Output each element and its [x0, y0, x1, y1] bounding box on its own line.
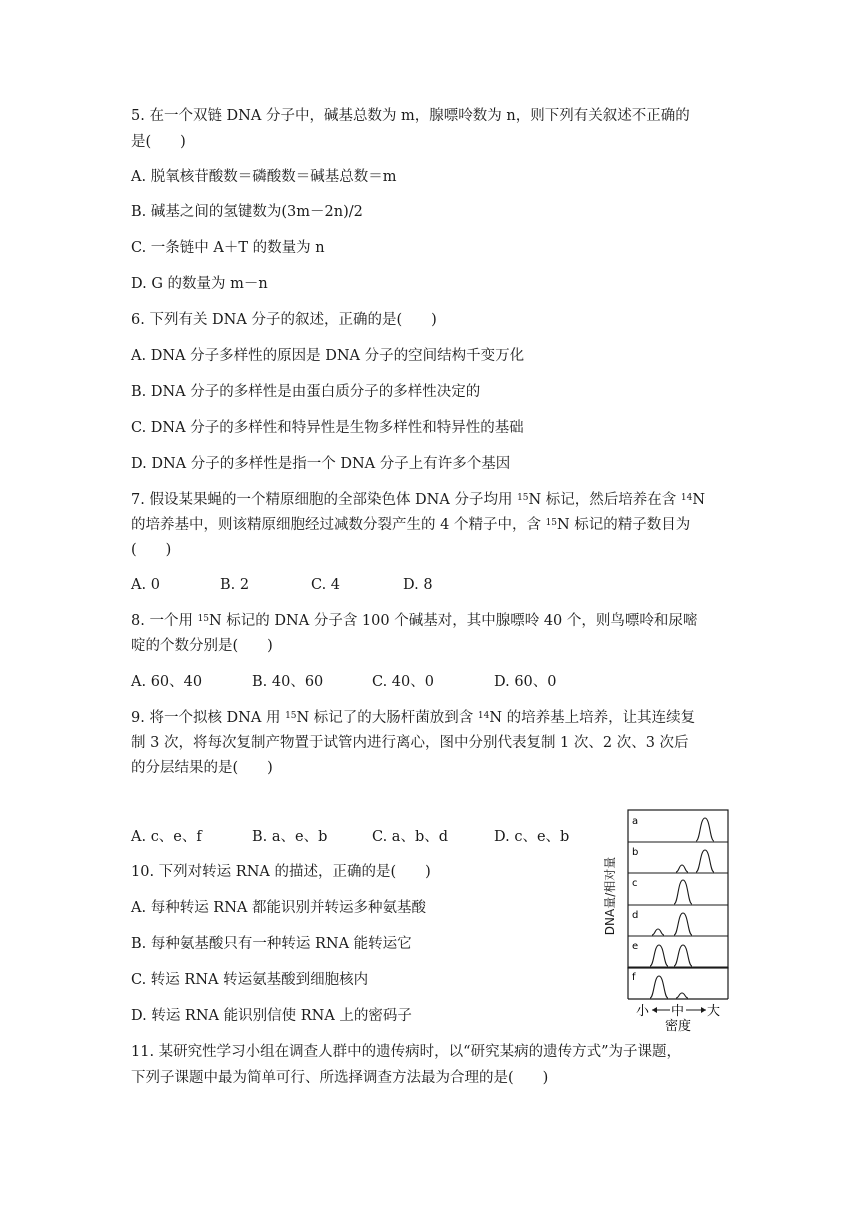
- q6-option-c: C. DNA 分子的多样性和特异性是生物多样性和特异性的基础: [131, 420, 524, 436]
- q10-stem: 10. 下列对转运 RNA 的描述，正确的是( ): [131, 864, 431, 880]
- panel-label-d: d: [632, 910, 639, 921]
- q5-option-a: A. 脱氧核苷酸数＝磷酸数＝碱基总数＝m: [131, 169, 397, 185]
- q5-stem-line2: 是( ): [131, 134, 186, 150]
- superscript-14: 14: [477, 711, 490, 721]
- panel-label-f: f: [632, 972, 636, 983]
- q7-stem-line2: [131, 515, 690, 535]
- axis-mid-label: 中: [671, 1004, 685, 1019]
- q7-option-a: A. 0: [131, 577, 160, 593]
- q9-text: N 的培养基上培养，让其连续复: [489, 710, 696, 726]
- q6-option-d: D. DNA 分子的多样性是指一个 DNA 分子上有许多个基因: [131, 456, 511, 472]
- q8-stem-line2: 啶的个数分别是( ): [131, 638, 273, 654]
- panel-label-b: b: [632, 847, 639, 858]
- superscript-15: 15: [197, 614, 210, 624]
- q7-option-d: D. 8: [403, 577, 433, 593]
- q9-option-a: A. c、e、f: [131, 829, 202, 845]
- q7-text: N: [692, 492, 706, 508]
- q9-stem-line1: [131, 708, 695, 728]
- q9-text: 9. 将一个拟核 DNA 用: [131, 710, 286, 726]
- q8-text: 8. 一个用: [131, 613, 198, 629]
- q7-text: N 标记，然后培养在含: [528, 492, 681, 508]
- q9-text: N 标记了的大肠杆菌放到含: [296, 710, 478, 726]
- panel-label-e: e: [632, 941, 639, 952]
- peak-b-mid: [676, 865, 688, 872]
- peak-b-heavy: [696, 850, 714, 872]
- q8-option-d: D. 60、0: [494, 674, 557, 690]
- axis-large-label: 大: [707, 1004, 721, 1019]
- q7-option-b: B. 2: [220, 577, 250, 593]
- q8-option-c: C. 40、0: [372, 674, 434, 690]
- density-diagram: [600, 808, 735, 1033]
- arrow-left-icon: [652, 1007, 657, 1013]
- q10-option-b: B. 每种氨基酸只有一种转运 RNA 能转运它: [131, 936, 412, 952]
- axis-small-label: 小: [636, 1004, 650, 1019]
- q9-option-c: C. a、b、d: [372, 829, 449, 845]
- panel-frame: [628, 810, 728, 968]
- q10-option-a: A. 每种转运 RNA 都能识别并转运多种氨基酸: [131, 900, 426, 916]
- q9-option-b: B. a、e、b: [252, 829, 328, 845]
- q7-stem-line3: ( ): [131, 542, 172, 558]
- peak-e-light: [650, 945, 668, 966]
- q7-option-c: C. 4: [311, 577, 341, 593]
- q9-option-d: D. c、e、b: [494, 829, 570, 845]
- q5-option-c: C. 一条链中 A＋T 的数量为 n: [131, 240, 325, 256]
- peak-e-mid: [674, 945, 692, 966]
- peak-f-mid: [676, 993, 688, 998]
- peak-c-mid: [674, 880, 692, 904]
- y-axis-label: DNA量/相对量: [603, 856, 617, 936]
- q8-option-b: B. 40、60: [252, 674, 324, 690]
- superscript-14: 14: [680, 493, 693, 503]
- q10-option-c: C. 转运 RNA 转运氨基酸到细胞核内: [131, 972, 369, 988]
- q7-text: 的培养基中，则该精原细胞经过减数分裂产生的 4 个精子中，含: [131, 517, 546, 533]
- q9-stem-line2: 制 3 次，将每次复制产物置于试管内进行离心，图中分别代表复制 1 次、2 次、3 次后: [131, 735, 689, 751]
- superscript-15: 15: [285, 711, 297, 721]
- q8-option-a: A. 60、40: [131, 674, 203, 690]
- peak-d-mid: [674, 913, 692, 935]
- panel-label-a: a: [632, 816, 639, 827]
- arrow-right-icon: [701, 1007, 706, 1013]
- peak-f-light: [650, 976, 668, 998]
- q6-stem: 6. 下列有关 DNA 分子的叙述，正确的是( ): [131, 312, 437, 328]
- q8-stem-line1: [131, 611, 697, 631]
- q5-option-d: D. G 的数量为 m－n: [131, 276, 268, 292]
- superscript-15: 15: [545, 518, 558, 528]
- q10-option-d: D. 转运 RNA 能识别信使 RNA 上的密码子: [131, 1008, 412, 1024]
- peak-a-heavy: [696, 818, 714, 841]
- panel-label-c: c: [632, 878, 638, 889]
- q11-stem-line2: 下列子课题中最为简单可行、所选择调查方法最为合理的是( ): [131, 1070, 549, 1086]
- q9-stem-line3: 的分层结果的是( ): [131, 760, 273, 776]
- q7-text: N 标记的精子数目为: [557, 517, 691, 533]
- superscript-15: 15: [517, 493, 529, 503]
- q7-stem-line1: [131, 490, 705, 510]
- q11-stem-line1: 11. 某研究性学习小组在调查人群中的遗传病时，以“研究某病的遗传方式”为子课题，: [131, 1044, 681, 1060]
- centrifuge-figure: [600, 808, 735, 1033]
- q7-text: 7. 假设某果蝇的一个精原细胞的全部染色体 DNA 分子均用: [131, 492, 518, 508]
- x-axis-label: 密度: [664, 1019, 692, 1034]
- q5-option-b: B. 碱基之间的氢键数为(3m－2n)/2: [131, 204, 363, 220]
- q6-option-b: B. DNA 分子的多样性是由蛋白质分子的多样性决定的: [131, 384, 481, 400]
- q6-option-a: A. DNA 分子多样性的原因是 DNA 分子的空间结构千变万化: [131, 348, 525, 364]
- peak-d-light: [652, 929, 664, 935]
- q8-text: N 标记的 DNA 分子含 100 个碱基对，其中腺嘌呤 40 个，则鸟嘌呤和尿嘧: [209, 613, 698, 629]
- q5-stem-line1: 5. 在一个双链 DNA 分子中，碱基总数为 m，腺嘌呤数为 n，则下列有关叙述不正确的: [131, 108, 690, 124]
